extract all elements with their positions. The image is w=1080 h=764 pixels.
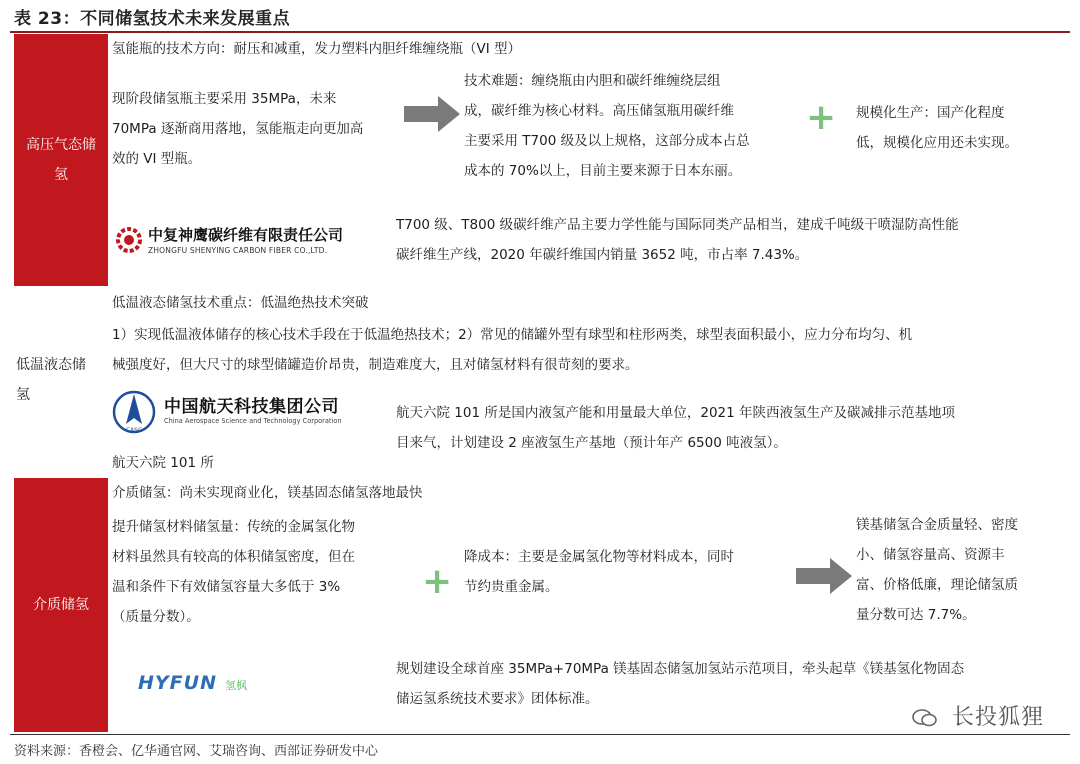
text-line: 主要采用 T700 级及以上规格，这部分成本占总: [464, 133, 750, 149]
hyfun-logo-cn: 氢枫: [225, 679, 248, 692]
section-label-text: 介质储氢: [33, 597, 89, 613]
hp-company-desc: [396, 210, 1072, 270]
text-line: 材料虽然具有较高的体积储氢密度，但在: [112, 549, 355, 565]
zhongfu-name-en: ZHONGFU SHENYING CARBON FIBER CO.,LTD.: [148, 246, 328, 255]
medium-capacity-block: [112, 512, 412, 632]
text-line: 碳纤维生产线，2020 年碳纤维国内销量 3652 吨，市占率 7.43%。: [396, 247, 809, 263]
text-line: T700 级、T800 级碳纤维产品主要力学性能与国际同类产品相当，建成千吨级干喷湿防高性能: [396, 217, 959, 233]
watermark: [912, 700, 1044, 731]
watermark-text: 长投狐狸: [951, 705, 1044, 730]
casc-emblem-icon: [112, 388, 156, 436]
text-line: 低，规模化应用还未实现。: [856, 135, 1018, 151]
wechat-icon: [912, 708, 938, 728]
liquid-caption: 航天六院 101 所: [112, 455, 214, 471]
hp-difficulty-block: [464, 66, 804, 186]
casc-name-cn: 中国航天科技集团公司: [164, 397, 339, 417]
text-line: 镁基储氢合金质量轻、密度: [856, 517, 1018, 533]
text-line: 量分数可达 7.7%。: [856, 607, 976, 623]
section-label-high-pressure: [14, 34, 108, 286]
section-label-line: 氢: [54, 167, 68, 183]
table-title: 表 23：不同储氢技术未来发展重点: [14, 9, 291, 29]
zhongfu-logo: [116, 222, 356, 264]
text-line: （质量分数）。: [112, 609, 200, 625]
text-line: 航天六院 101 所是国内液氢产能和用量最大单位，2021 年陕西液氢生产及碳减排示范基地项: [396, 405, 955, 421]
plus-icon: +: [422, 561, 453, 602]
text-line: 规划建设全球首座 35MPa+70MPa 镁基固态储氢加氢站示范项目，牵头起草《镁基氢化物固态: [396, 661, 965, 677]
hyfun-logo: [138, 672, 247, 698]
text-line: 成本的 70%以上，目前主要来源于日本东丽。: [464, 163, 742, 179]
casc-name-en: China Aerospace Science and Technology Corporation: [164, 417, 342, 425]
source-note: 资料来源：香橙会、亿华通官网、艾瑞咨询、西部证券研发中心: [14, 744, 379, 759]
text-line: 储运氢系统技术要求》团体标准。: [396, 691, 599, 707]
text-line: 小、储氢容量高、资源丰: [856, 547, 1005, 563]
text-line: 1）实现低温液体储存的核心技术手段在于低温绝热技术；2）常见的储罐外型有球型和柱形两类，球型表面积最小，应力分布均匀、机: [112, 327, 913, 343]
text-line: 成，碳纤维为核心材料。高压储氢瓶用碳纤维: [464, 103, 734, 119]
liquid-detail: [112, 320, 1072, 380]
casc-logo-text: CASC: [125, 427, 143, 434]
text-line: 现阶段储氢瓶主要采用 35MPa，未来: [112, 91, 337, 107]
section-label-medium: [14, 478, 108, 732]
text-line: 械强度好，但大尺寸的球型储罐造价昂贵，制造难度大，且对储氢材料有很苛刻的要求。: [112, 357, 639, 373]
section-label-line: 高压气态储: [26, 137, 96, 153]
text-line: 技术难题：缠绕瓶由内胆和碳纤维缠绕层组: [464, 73, 721, 89]
text-line: 70MPa 逐渐商用落地，氢能瓶走向更加高: [112, 121, 364, 137]
text-line: 温和条件下有效储氢容量大多低于 3%: [112, 579, 341, 595]
text-line: 规模化生产：国产化程度: [856, 105, 1005, 121]
arrow-right-icon: [404, 96, 460, 132]
text-line: 节约贵重金属。: [464, 579, 559, 595]
title-divider: [10, 31, 1070, 33]
medium-cost-block: [464, 542, 794, 602]
casc-logo: [112, 386, 362, 438]
footer-divider: [10, 734, 1070, 735]
liquid-focus: 低温液态储氢技术重点：低温绝热技术突破: [112, 295, 369, 311]
section-label-line: 氢: [16, 387, 30, 403]
liquid-company-desc: [396, 398, 1072, 458]
section-label-liquid: [16, 350, 108, 410]
zhongfu-gear-icon: [116, 227, 142, 253]
medium-headline: 介质储氢：尚未实现商业化，镁基固态储氢落地最快: [112, 485, 423, 501]
text-line: 降成本：主要是金属氢化物等材料成本，同时: [464, 549, 734, 565]
text-line: 目来气，计划建设 2 座液氢生产基地（预计年产 6500 吨液氢）。: [396, 435, 787, 451]
section-label-line: 低温液态储: [16, 357, 86, 373]
hp-current-block: [112, 84, 402, 174]
hp-scale-block: [856, 98, 1066, 158]
hyfun-logo-text: HYFUN: [138, 672, 217, 694]
text-line: 效的 VI 型瓶。: [112, 151, 202, 167]
medium-result-block: [856, 510, 1070, 630]
zhongfu-name-cn: 中复神鹰碳纤维有限责任公司: [148, 226, 344, 244]
text-line: 提升储氢材料储氢量：传统的金属氢化物: [112, 519, 355, 535]
arrow-right-icon: [796, 558, 852, 594]
hp-direction: 氢能瓶的技术方向：耐压和减重，发力塑料内胆纤维缠绕瓶（VI 型）: [112, 41, 522, 57]
text-line: 富、价格低廉，理论储氢质: [856, 577, 1018, 593]
plus-icon: +: [806, 97, 837, 138]
